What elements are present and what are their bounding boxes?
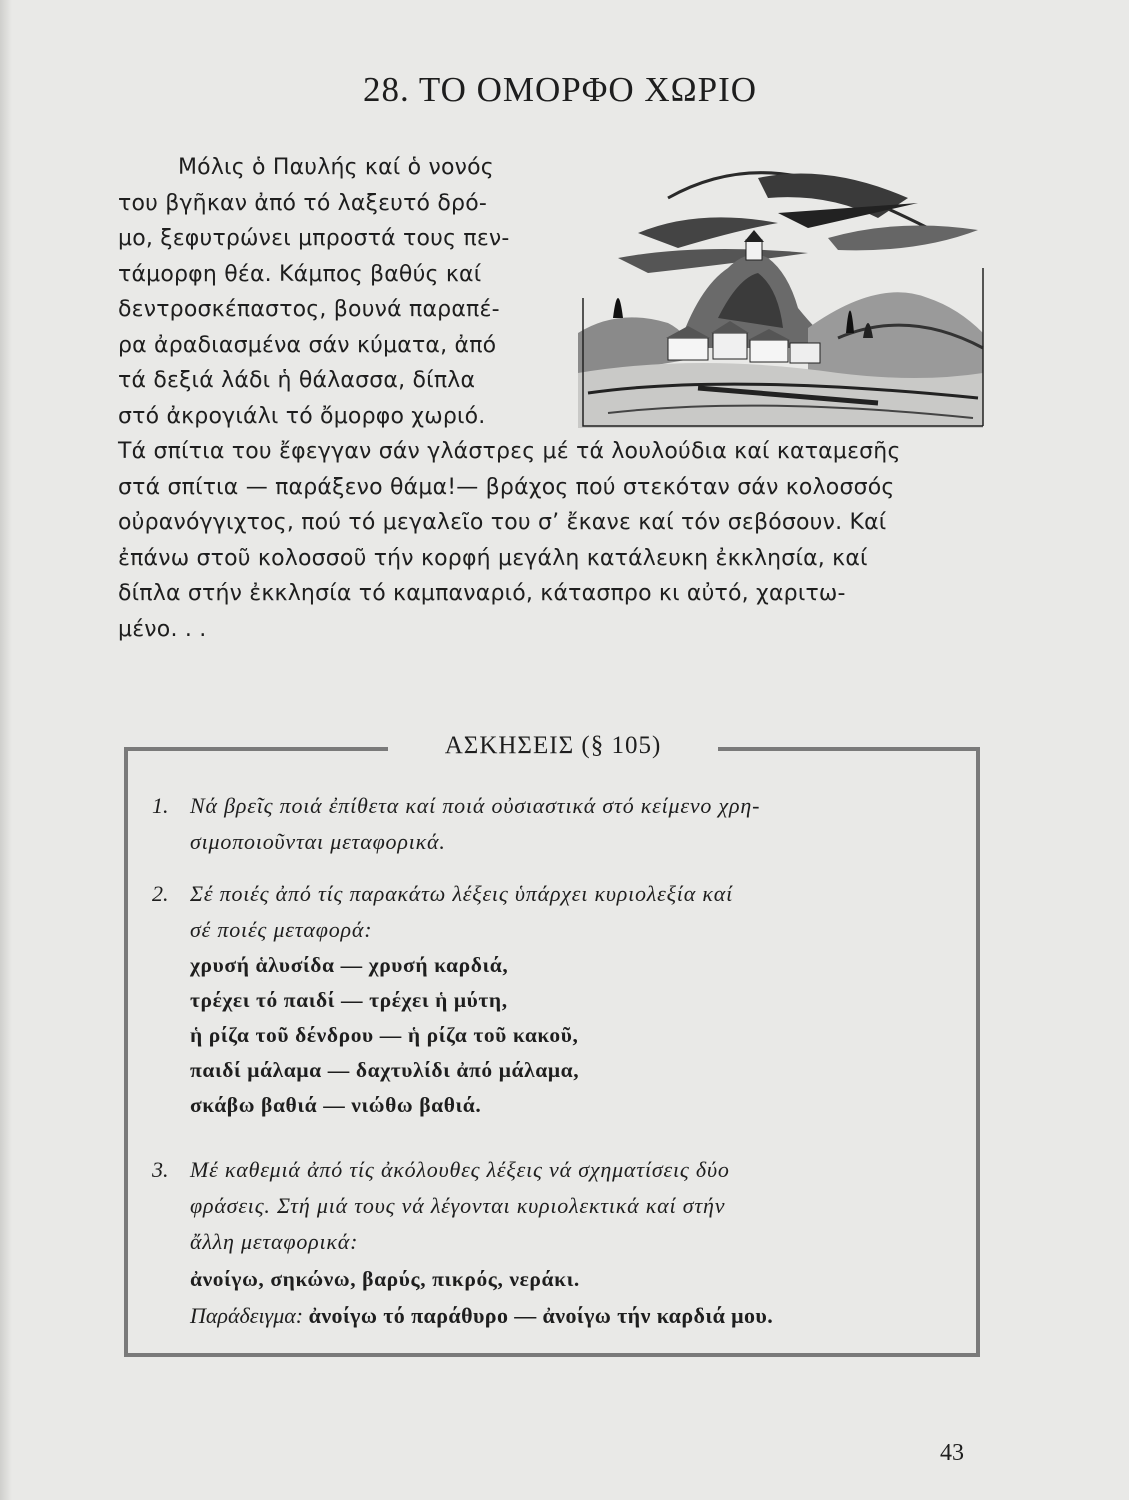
exercise-text: ἄλλη μεταφορικά: xyxy=(190,1229,359,1254)
page-edge-shadow xyxy=(0,0,12,1500)
exercise-text: σιμοποιοῦνται μεταφορικά. xyxy=(190,829,446,854)
exercise-number: 2. xyxy=(152,881,169,906)
exercise-1 xyxy=(152,788,952,860)
word-pair: ἡ ρίζα τοῦ δένδρου — ἡ ρίζα τοῦ κακοῦ, xyxy=(190,1023,579,1047)
exercise-3 xyxy=(152,1152,952,1334)
story-line: δίπλα στήν ἐκκλησία τό καμπαναριό, κάτασπρο κι αὐτό, χαριτω- xyxy=(118,581,846,606)
word-pair: παιδί μάλαμα — δαχτυλίδι ἀπό μάλαμα, xyxy=(190,1058,580,1082)
story-line: στά σπίτια — παράξενο θάμα!— βράχος πού στεκόταν σάν κολοσσός xyxy=(118,474,895,500)
example-text: ἀνοίγω τό παράθυρο — ἀνοίγω τήν καρδιά μου. xyxy=(308,1303,774,1328)
exercise-text: σέ ποιές μεταφορά: xyxy=(190,917,373,942)
story-line: τάμορφη θέα. Κάμπος βαθύς καί xyxy=(118,261,482,287)
exercise-number: 3. xyxy=(152,1157,169,1182)
exercises-title: ΑΣΚΗΣΕΙΣ (§ 105) xyxy=(388,728,718,764)
word-pair: τρέχει τό παιδί — τρέχει ἡ μύτη, xyxy=(190,988,508,1012)
story-line: ἐπάνω στοῦ κολοσσοῦ τήν κορφή μεγάλη κατάλευκη ἐκκλησία, καί xyxy=(118,545,868,571)
story-line: οὐρανόγγιχτος, πού τό μεγαλεῖο του σ’ ἔκανε καί τόν σεβόσουν. Καί xyxy=(118,510,887,535)
exercise-text: φράσεις. Στή μιά τους νά λέγονται κυριολεκτικά καί στήν xyxy=(190,1193,726,1218)
exercise-text: Νά βρεῖς ποιά ἐπίθετα καί ποιά οὐσιαστικά στό κείμενο χρη- xyxy=(190,793,761,818)
exercise-number: 1. xyxy=(152,793,169,818)
story-line: τά δεξιά λάδι ἡ θάλασσα, δίπλα xyxy=(118,368,476,393)
story-line: στό ἀκρογιάλι τό ὄμορφο χωριό. xyxy=(118,403,486,429)
story-line: Τά σπίτια του ἔφεγγαν σάν γλάστρες μέ τά λουλούδια καί καταμεσῆς xyxy=(118,439,901,464)
example-label: Παράδειγμα: xyxy=(190,1303,304,1328)
page-number: 43 xyxy=(940,1440,964,1466)
story-line: του βγῆκαν ἀπό τό λαξευτό δρό- xyxy=(118,190,488,216)
example-line xyxy=(152,1298,952,1334)
word-pair: χρυσή ἁλυσίδα — χρυσή καρδιά, xyxy=(190,953,509,977)
story-line: μένο. . . xyxy=(118,616,207,642)
story-line: δεντροσκέπαστος, βουνά παραπέ- xyxy=(118,297,500,322)
exercise-2 xyxy=(152,876,952,1123)
village-illustration xyxy=(578,158,988,428)
word-list: ἀνοίγω, σηκώνω, βαρύς, πικρός, νεράκι. xyxy=(190,1267,580,1291)
word-pairs-list xyxy=(152,948,952,1123)
story-line: Μόλις ὁ Παυλής καί ὁ νονός xyxy=(178,155,494,180)
story-line: ρα ἀραδιασμένα σάν κύματα, ἀπό xyxy=(118,332,497,358)
chapter-title: 28. ΤΟ ΟΜΟΡΦΟ ΧΩΡΙΟ xyxy=(362,70,758,109)
exercise-text: Μέ καθεμιά ἀπό τίς ἀκόλουθες λέξεις νά σχηματίσεις δύο xyxy=(190,1157,730,1182)
word-pair: σκάβω βαθιά — νιώθω βαθιά. xyxy=(190,1093,482,1117)
exercise-text: Σέ ποιές ἀπό τίς παρακάτω λέξεις ὑπάρχει κυριολεξία καί xyxy=(190,881,733,906)
story-line: μο, ξεφυτρώνει μπροστά τους πεν- xyxy=(118,226,510,251)
